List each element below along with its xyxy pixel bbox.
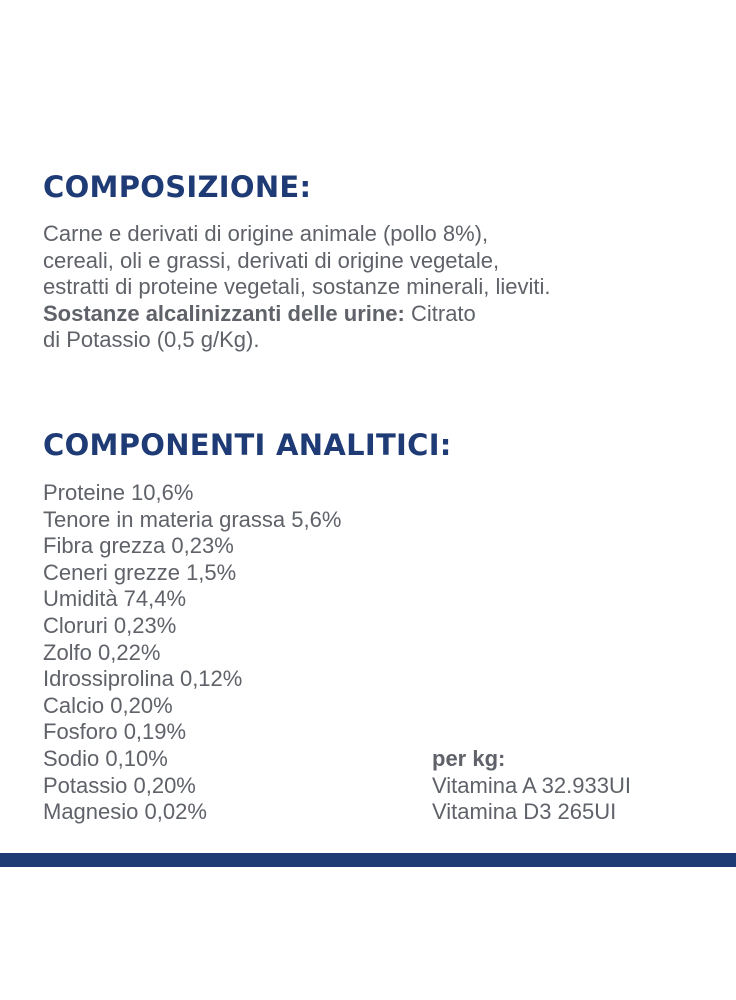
- analytical-heading: COMPONENTI ANALITICI:: [43, 428, 452, 462]
- composition-line: cereali, oli e grassi, derivati di origine vegetale,: [43, 247, 500, 273]
- vitamins-label: per kg:: [432, 746, 506, 771]
- analytical-item: Ceneri grezze 1,5%: [43, 559, 237, 585]
- bottom-divider-band: [0, 853, 736, 867]
- alkalizing-text: Citrato: [404, 300, 476, 326]
- analytical-item: Zolfo 0,22%: [43, 639, 161, 665]
- alkalizing-line: [43, 301, 733, 328]
- analytical-item: Tenore in materia grassa 5,6%: [43, 506, 342, 532]
- composition-line: estratti di proteine vegetali, sostanze minerali, lieviti.: [43, 274, 551, 299]
- vitamin-item: Vitamina A 32.933UI: [432, 772, 631, 798]
- analytical-item: Cloruri 0,23%: [43, 612, 177, 638]
- analytical-item: Fibra grezza 0,23%: [43, 533, 234, 559]
- analytical-item: Magnesio 0,02%: [43, 799, 207, 825]
- analytical-item: Umidità 74,4%: [43, 586, 187, 612]
- analytical-list: [43, 480, 341, 826]
- analytical-item: Idrossiprolina 0,12%: [43, 666, 243, 692]
- analytical-item: Fosforo 0,19%: [43, 719, 187, 745]
- analytical-item: Potassio 0,20%: [43, 772, 196, 798]
- vitamin-item: Vitamina D3 265UI: [432, 799, 617, 825]
- vitamins-block: [432, 746, 631, 826]
- alkalizing-label: Sostanze alcalinizzanti delle urine:: [43, 300, 405, 326]
- composition-heading: COMPOSIZIONE:: [43, 170, 312, 204]
- analytical-item: Calcio 0,20%: [43, 692, 173, 718]
- analytical-item: Sodio 0,10%: [43, 745, 168, 771]
- composition-text: [43, 221, 733, 354]
- composition-line: Carne e derivati di origine animale (pollo 8%),: [43, 221, 489, 246]
- alkalizing-text-continued: di Potassio (0,5 g/Kg).: [43, 327, 260, 352]
- analytical-item: Proteine 10,6%: [43, 480, 194, 505]
